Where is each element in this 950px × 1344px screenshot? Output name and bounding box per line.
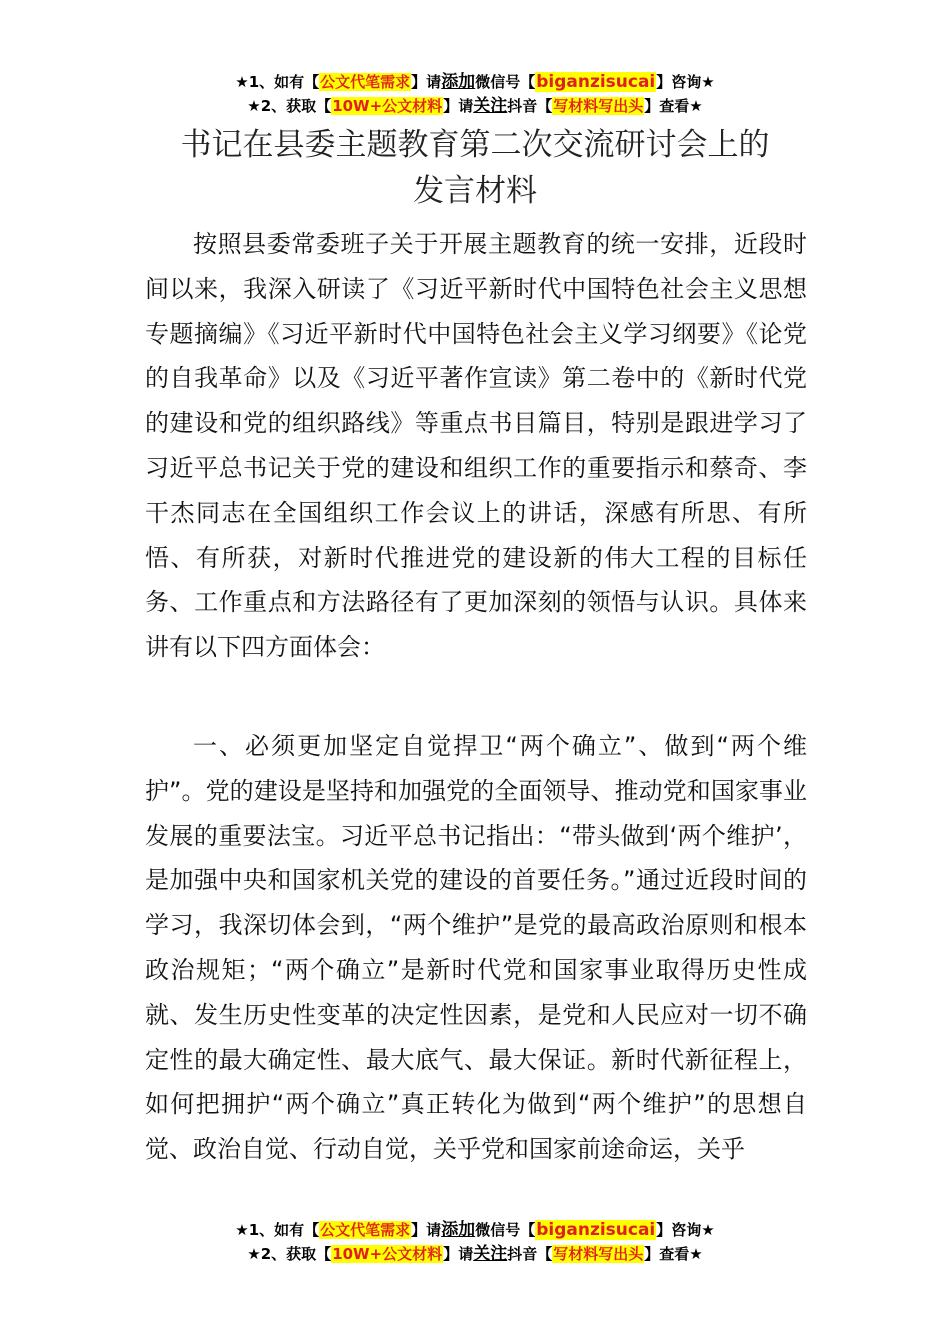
notice-text: 微信号【	[475, 73, 536, 91]
highlight-materials: 10W+公文材料	[332, 1245, 443, 1263]
header-notice	[0, 70, 950, 118]
highlight-wechat-id: biganzisucai	[536, 72, 656, 92]
underlined-add: 添加	[441, 72, 476, 92]
body-paragraph-section-1	[145, 724, 807, 1172]
footer-notice	[0, 1218, 950, 1266]
notice-line-2	[0, 1242, 950, 1266]
notice-text: 】请	[411, 73, 442, 91]
notice-text: 】请	[411, 1221, 442, 1239]
notice-text: 微信号【	[475, 1221, 536, 1239]
document-title	[0, 122, 950, 214]
highlight-douyin: 写材料写出头	[553, 1245, 644, 1263]
highlight-douyin: 写材料写出头	[553, 97, 644, 115]
notice-text: ★2、获取【	[247, 97, 332, 115]
notice-text: 】咨询★	[656, 73, 715, 91]
paragraph: 按照县委常委班子关于开展主题教育的统一安排，近段时间以来，我深入研读了《习近平新时代中国特色社会主义思想专题摘编》《习近平新时代中国特色社会主义学习纲要》《论党的自我革命》以及《习近平著作宣读》第二卷中的《新时代党的建设和党的组织路线》等重点书目篇目，特别是跟进学习了习近平总书记关于党的建设和组织工作的重要指示和蔡奇、李干杰同志在全国组织工作会议上的讲话，深感有所思、有所悟、有所获，对新时代推进党的建设新的伟大工程的目标任务、工作重点和方法路径有了更加深刻的领悟与认识。具体来讲有以下四方面体会：	[145, 230, 807, 662]
underlined-add: 添加	[441, 1220, 476, 1240]
notice-text: 】查看★	[644, 97, 703, 115]
notice-text: ★1、如有【	[235, 1221, 320, 1239]
body-paragraph-intro	[145, 222, 807, 670]
highlight-service: 公文代笔需求	[320, 1221, 411, 1239]
underlined-follow: 关注	[473, 1244, 508, 1264]
title-line-1: 书记在县委主题教育第二次交流研讨会上的	[180, 127, 770, 163]
notice-text: ★1、如有【	[235, 73, 320, 91]
notice-text: ★2、获取【	[247, 1245, 332, 1263]
notice-text: 抖音【	[507, 97, 553, 115]
notice-line-1	[0, 70, 950, 94]
notice-text: 】查看★	[644, 1245, 703, 1263]
highlight-wechat-id: biganzisucai	[536, 1220, 656, 1240]
paragraph: 一、必须更加坚定自觉捍卫“两个确立”、做到“两个维护”。党的建设是坚持和加强党的全面领导、推动党和国家事业发展的重要法宝。习近平总书记指出：“带头做到‘两个维护’，是加强中央和国家机关党的建设的首要任务。”通过近段时间的学习，我深切体会到，“两个维护”是党的最高政治原则和根本政治规矩；“两个确立”是新时代党和国家事业取得历史性成就、发生历史性变革的决定性因素，是党和人民应对一切不确定性的最大确定性、最大底气、最大保证。新时代新征程上，如何把拥护“两个确立”真正转化为做到“两个维护”的思想自觉、政治自觉、行动自觉，关乎党和国家前途命运，关乎	[145, 732, 807, 1164]
title-line-2: 发言材料	[413, 173, 537, 209]
notice-line-1	[0, 1218, 950, 1242]
notice-line-2	[0, 94, 950, 118]
underlined-follow: 关注	[473, 96, 508, 116]
notice-text: 抖音【	[507, 1245, 553, 1263]
notice-text: 】请	[443, 1245, 474, 1263]
highlight-materials: 10W+公文材料	[332, 97, 443, 115]
notice-text: 】咨询★	[656, 1221, 715, 1239]
highlight-service: 公文代笔需求	[320, 73, 411, 91]
notice-text: 】请	[443, 97, 474, 115]
